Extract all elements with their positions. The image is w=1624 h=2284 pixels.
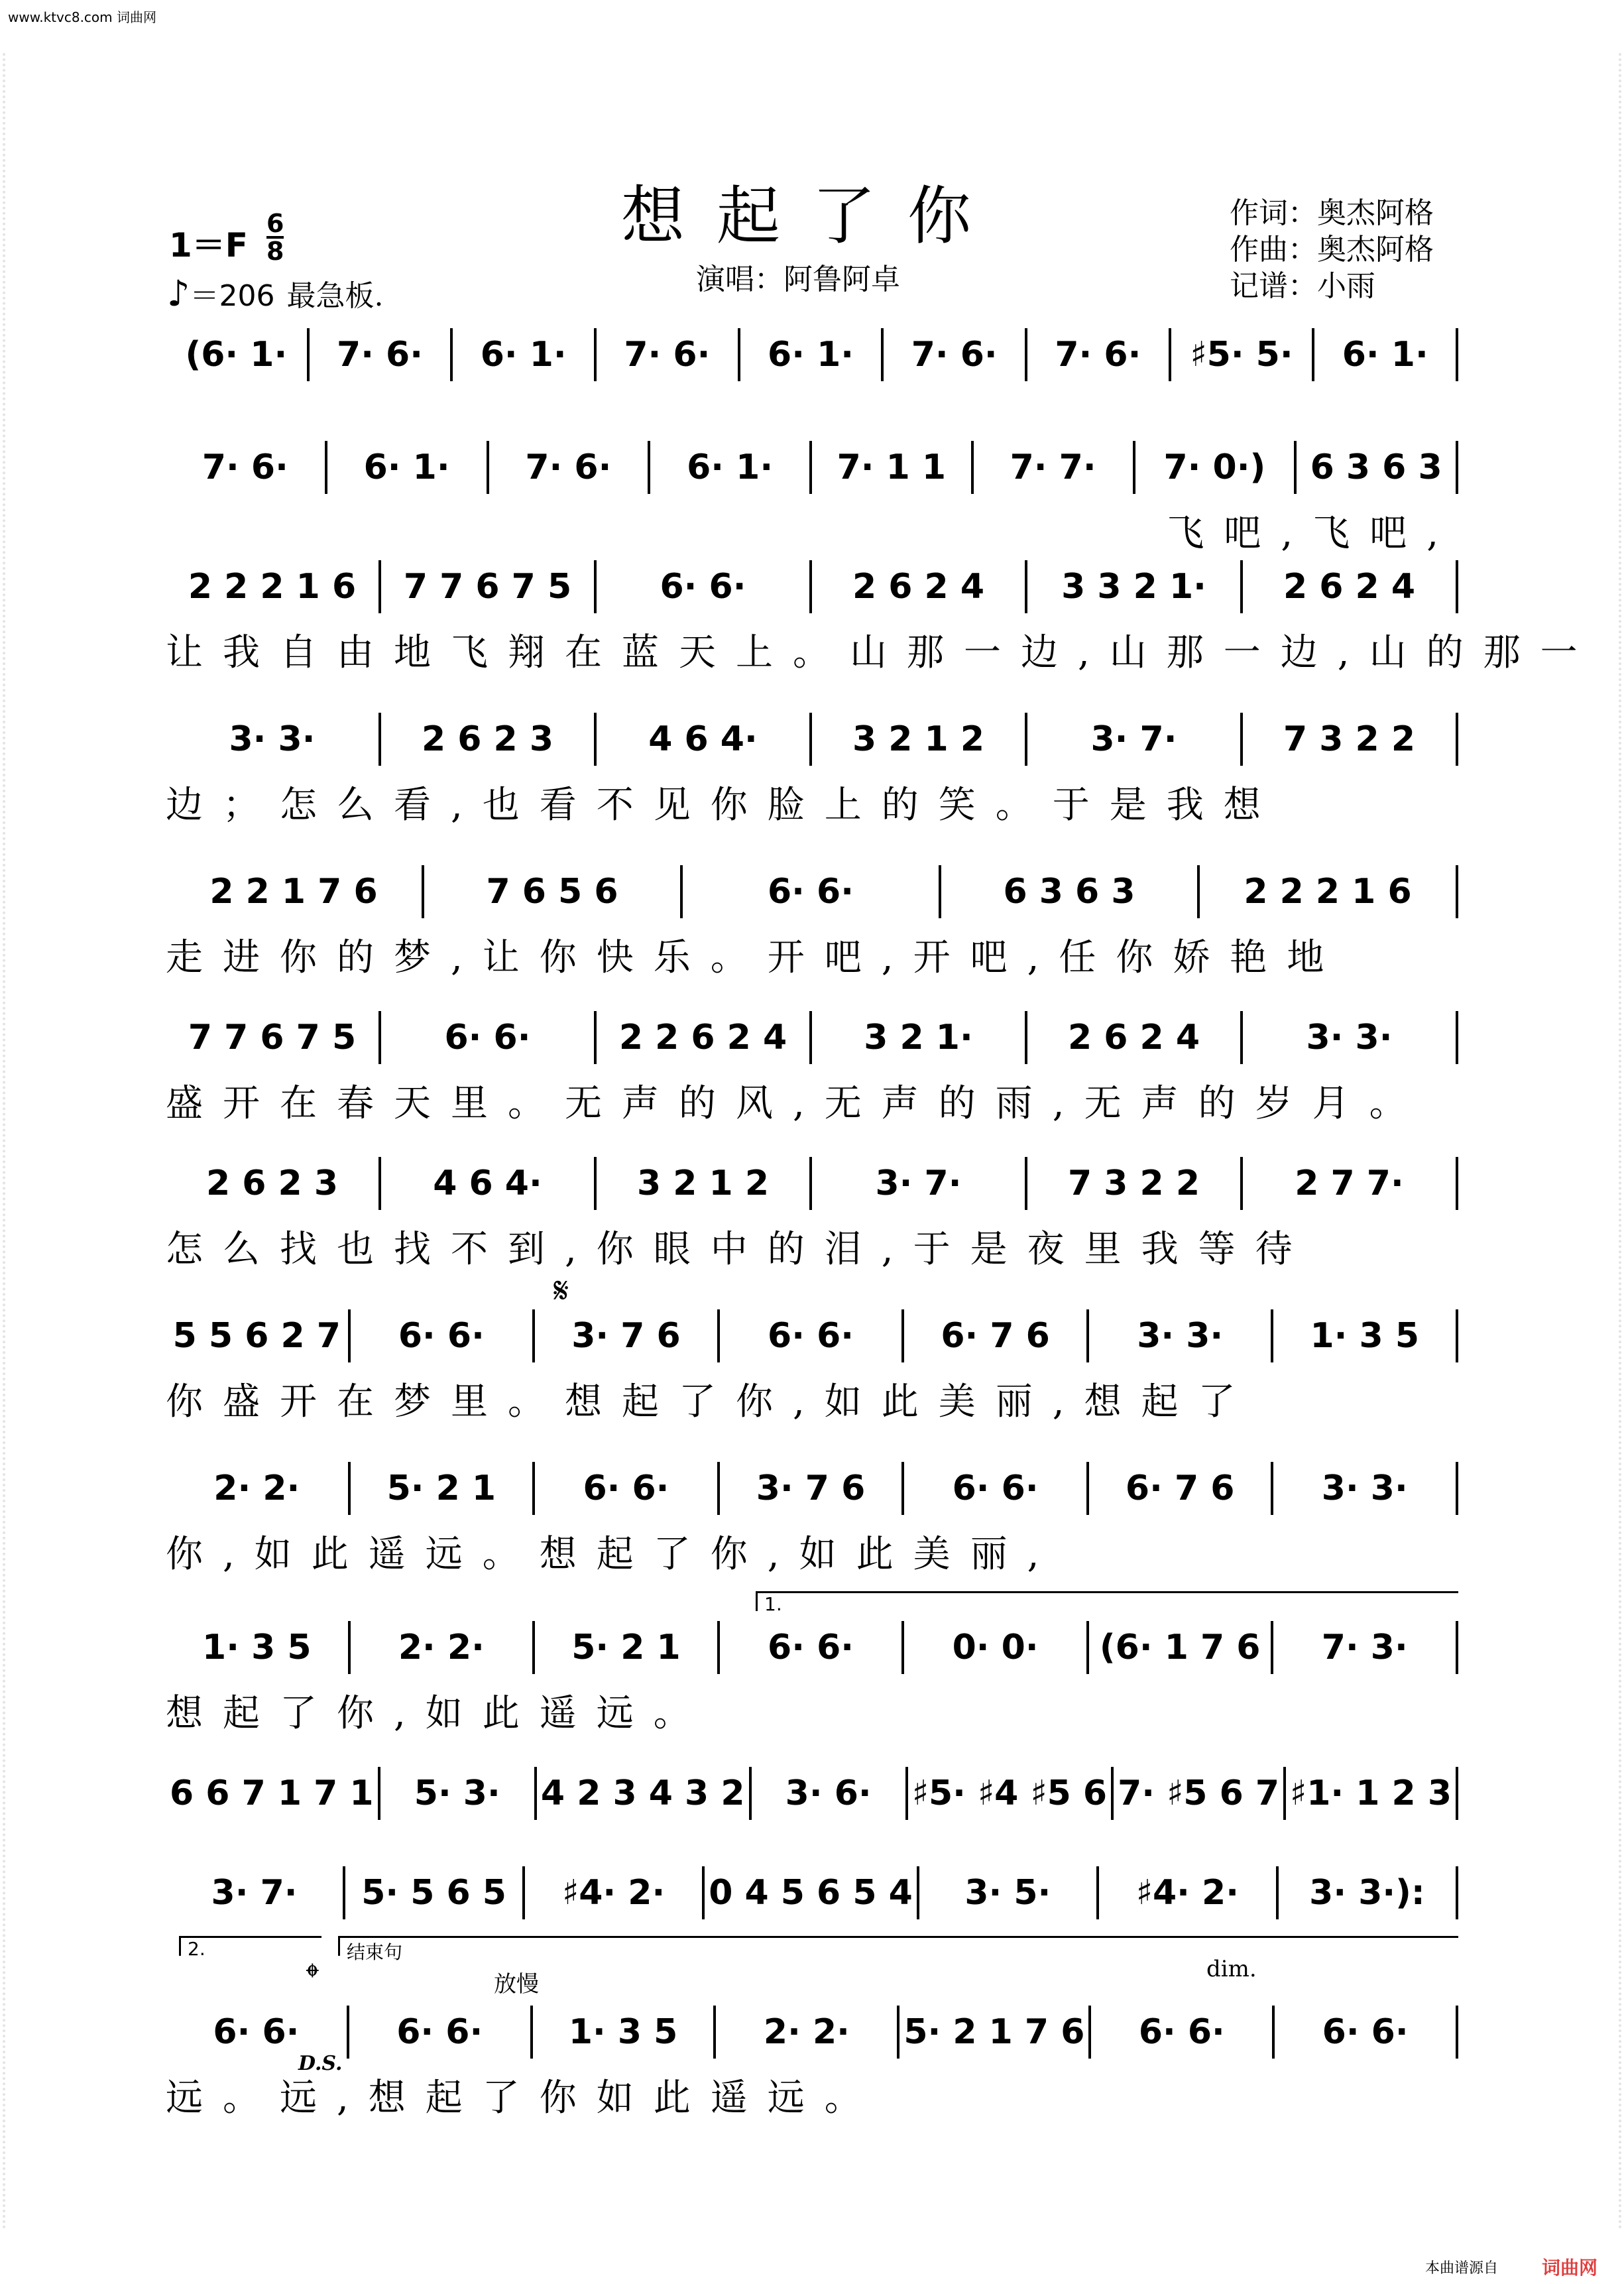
measure: 7 3 2 2: [1027, 1157, 1243, 1210]
lyricist-credit: 作词：奥杰阿格: [1230, 196, 1434, 230]
measure: 3 3 2 1·: [1027, 560, 1243, 613]
lyrics-line: 远。远,想起了你如此遥远。: [166, 2076, 882, 2120]
notes-line: [166, 431, 1458, 504]
lyrics-line: 想起了你,如此遥远。: [166, 1692, 711, 1735]
measure: 3· 7 6: [535, 1309, 720, 1362]
measure: 2 2 1 7 6: [166, 865, 424, 918]
measure: 2· 2·: [351, 1621, 536, 1674]
notes-line: [166, 1147, 1458, 1220]
measure: 6· 6·: [720, 1621, 905, 1674]
measure: 2· 2·: [166, 1462, 351, 1515]
measure: 4 6 4·: [597, 713, 812, 766]
measure: 3· 7·: [1027, 713, 1243, 766]
measure: 7· 6·: [310, 328, 453, 381]
notes-line: [166, 703, 1458, 776]
measure: 3· 6·: [752, 1767, 908, 1820]
measure: 5· 2 1: [535, 1621, 720, 1674]
measure: 6· 6·: [381, 1011, 597, 1064]
measure: 2 2 6 2 4: [597, 1011, 812, 1064]
notes-line: [166, 1452, 1458, 1525]
measure: 6· 1·: [1314, 328, 1458, 381]
transcriber-credit: 记谱：小雨: [1230, 269, 1375, 303]
measure: 6· 1·: [650, 441, 812, 494]
measure: 6· 1·: [327, 441, 489, 494]
measure: 6· 7 6: [1089, 1462, 1274, 1515]
measure: 7· 6·: [884, 328, 1027, 381]
measure: 5· 2 1 7 6: [899, 2006, 1091, 2059]
measure: 3· 3·: [1273, 1462, 1458, 1515]
measure: 6· 6·: [904, 1462, 1089, 1515]
measure: 7 3 2 2: [1243, 713, 1458, 766]
measure: 4 2 3 4 3 2: [537, 1767, 752, 1820]
lyrics-line: 盛开在春天里。无声的风,无声的雨,无声的岁月。: [166, 1082, 1426, 1125]
measure: 2· 2·: [716, 2006, 899, 2059]
measure: 0 4 5 6 5 4: [705, 1866, 919, 1919]
volta-2: 2.: [179, 1936, 321, 1956]
measure: 3· 3·: [1243, 1011, 1458, 1064]
measure: 3· 3·: [1089, 1309, 1274, 1362]
notes-line: [166, 1856, 1458, 1929]
notes-line: [166, 1996, 1458, 2069]
measure: 6· 6·: [1275, 2006, 1458, 2059]
measure: 5· 2 1: [351, 1462, 536, 1515]
ending-bracket: 结束句: [338, 1936, 1458, 1956]
lyrics-line: 怎么找也找不到,你眼中的泪,于是夜里我等待: [166, 1228, 1312, 1271]
eighth-note-icon: ♪: [167, 272, 190, 314]
measure: 6· 6·: [683, 865, 941, 918]
measure: 2 6 2 4: [1027, 1011, 1243, 1064]
song-title: 想起了你: [621, 179, 1003, 253]
watermark-border-left: [3, 53, 19, 2231]
lyrics-line: 走进你的梦,让你快乐。开吧,开吧,任你娇艳地: [166, 936, 1344, 979]
measure: 3 2 1 2: [812, 713, 1027, 766]
measure: ♯4· 2·: [525, 1866, 705, 1919]
measure: 3 2 1 2: [597, 1157, 812, 1210]
measure: 2 7 7·: [1243, 1157, 1458, 1210]
slow-down-marking: 放慢: [494, 1971, 539, 1998]
measure: 2 2 2 1 6: [1200, 865, 1458, 918]
measure: 5 5 6 2 7: [166, 1309, 351, 1362]
lyrics-line: 边；怎么看,也看不见你脸上的笑。于是我想: [166, 784, 1281, 827]
measure: 1· 3 5: [533, 2006, 717, 2059]
measure: 6 6 7 1 7 1: [166, 1767, 380, 1820]
notes-line: [166, 1611, 1458, 1684]
notes-line: [166, 855, 1458, 928]
footer-logo: 词曲网: [1541, 2257, 1597, 2279]
segno-icon: 𝄋: [553, 1270, 569, 1311]
tempo-marking: [167, 272, 383, 314]
lyrics-line: 你盛开在梦里。想起了你,如此美丽,想起了: [166, 1380, 1255, 1423]
measure: 1· 3 5: [166, 1621, 351, 1674]
key-signature: 1＝F: [169, 226, 248, 265]
footer-source: 本曲谱源自: [1424, 2260, 1498, 2277]
measure: 7· ♯5 6 7: [1114, 1767, 1286, 1820]
measure: 1· 3 5: [1273, 1309, 1458, 1362]
measure: 3· 7·: [166, 1866, 345, 1919]
measure: 7· 7·: [974, 441, 1135, 494]
measure: 2 2 2 1 6: [166, 560, 381, 613]
measure: 6· 6·: [720, 1309, 905, 1362]
ds-marking: D.S.: [298, 2052, 343, 2075]
notes-line: [166, 318, 1458, 391]
measure: 6· 6·: [1091, 2006, 1275, 2059]
composer-credit: 作曲：奥杰阿格: [1230, 233, 1434, 267]
measure: 6 3 6 3: [1297, 441, 1458, 494]
watermark-border-right: [1605, 53, 1621, 2231]
measure: ♯5· ♯4 ♯5 6: [908, 1767, 1114, 1820]
measure: ♯4· 2·: [1099, 1866, 1279, 1919]
time-numerator: 6: [266, 209, 284, 238]
measure: 2 6 2 3: [166, 1157, 381, 1210]
measure: 6· 7 6: [904, 1309, 1089, 1362]
tempo-value: ＝206: [190, 279, 275, 313]
measure: (6· 1·: [166, 328, 310, 381]
measure: 7 6 5 6: [424, 865, 683, 918]
measure: 7· 3·: [1273, 1621, 1458, 1674]
measure: 7 7 6 7 5: [166, 1011, 381, 1064]
measure: 6· 1·: [740, 328, 884, 381]
notes-line: [166, 1299, 1458, 1372]
measure: 6· 6·: [597, 560, 812, 613]
lyrics-line: 飞吧,飞吧,: [1167, 512, 1458, 555]
tempo-term: 最急板.: [286, 279, 384, 313]
time-denominator: 8: [266, 237, 284, 266]
singer-credit: 演唱：阿鲁阿卓: [696, 263, 900, 296]
notes-line: [166, 1757, 1458, 1830]
measure: 7· 6·: [166, 441, 327, 494]
measure: ♯5· 5·: [1171, 328, 1315, 381]
measure: 6· 6·: [351, 1309, 536, 1362]
measure: 4 6 4·: [381, 1157, 597, 1210]
measure: 7 7 6 7 5: [381, 560, 597, 613]
measure: (6· 1 7 6: [1089, 1621, 1274, 1674]
coda-icon: 𝄌: [306, 1956, 319, 1998]
measure: 7· 0·): [1135, 441, 1297, 494]
time-signature: [266, 211, 284, 264]
measure: 7· 1 1: [812, 441, 974, 494]
site-url: www.ktvc8.com 词曲网: [8, 9, 157, 25]
measure: 6· 6·: [535, 1462, 720, 1515]
measure: 6· 1·: [453, 328, 597, 381]
measure: 7· 6·: [489, 441, 651, 494]
measure: 5· 5 6 5: [345, 1866, 525, 1919]
dim-marking: dim.: [1206, 1956, 1257, 1982]
notes-line: [166, 1001, 1458, 1074]
measure: 6· 6·: [166, 2006, 349, 2059]
volta-1: 1.: [756, 1591, 1458, 1611]
lyrics-line: 你,如此遥远。想起了你,如此美丽,: [166, 1533, 1059, 1576]
measure: 3 2 1·: [812, 1011, 1027, 1064]
measure: 2 6 2 4: [812, 560, 1027, 613]
measure: 2 6 2 3: [381, 713, 597, 766]
measure: 6 3 6 3: [941, 865, 1200, 918]
measure: 3· 7 6: [720, 1462, 905, 1515]
measure: 6· 6·: [349, 2006, 533, 2059]
measure: 5· 3·: [380, 1767, 537, 1820]
measure: 2 6 2 4: [1243, 560, 1458, 613]
lyrics-line: 让我自由地飞翔在蓝天上。山那一边,山那一边,山的那一: [166, 631, 1597, 674]
measure: 3· 5·: [919, 1866, 1099, 1919]
measure: 0· 0·: [904, 1621, 1089, 1674]
notes-line: [166, 550, 1458, 623]
measure: 7· 6·: [1027, 328, 1171, 381]
measure: 7· 6·: [597, 328, 740, 381]
measure: ♯1· 1 2 3: [1286, 1767, 1458, 1820]
measure: 3· 3·: [166, 713, 381, 766]
measure: 3· 3·):: [1279, 1866, 1458, 1919]
measure: 3· 7·: [812, 1157, 1027, 1210]
